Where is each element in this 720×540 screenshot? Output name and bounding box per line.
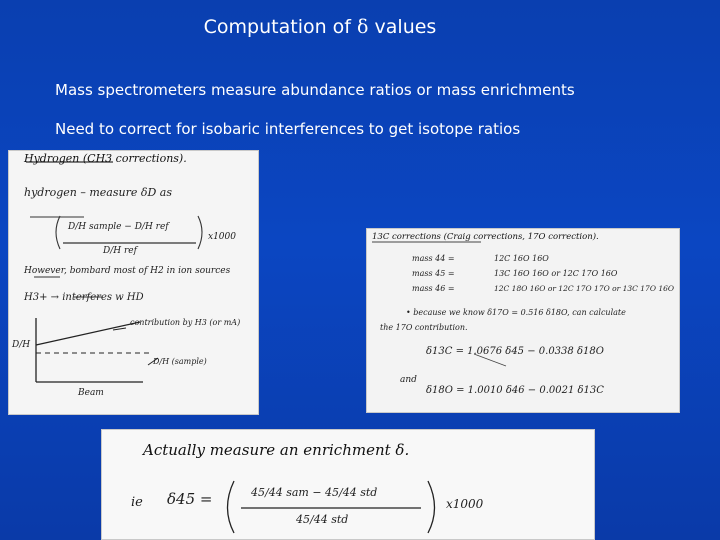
- scan-hydrogen-corrections: [8, 150, 259, 415]
- mass-44-value: 12C 16O 16O: [494, 254, 549, 263]
- hydrogen-times: x1000: [208, 232, 236, 242]
- hydrogen-however: However, bombard most of H2 in ion sources: [24, 266, 231, 276]
- bullet-mass-spectrometers: Mass spectrometers measure abundance ratios or mass enrichments: [55, 81, 575, 99]
- bullet-isobaric-interferences: Need to correct for isobaric interferences to get isotope ratios: [55, 120, 521, 138]
- hydrogen-y-axis: D/H: [12, 340, 31, 350]
- carbon-eq-18o: δ18O = 1.0010 δ46 − 0.0021 δ13C: [426, 385, 604, 396]
- mass-44-label: mass 44 =: [412, 254, 455, 263]
- hydrogen-contribution: contribution by H3 (or mA): [130, 318, 241, 327]
- enrichment-ie: ie: [131, 495, 143, 510]
- title-suffix: values: [368, 16, 437, 38]
- mass-46-label: mass 46 =: [412, 284, 455, 293]
- hydrogen-frac-ref: D/H ref: [103, 246, 137, 256]
- scan-enrichment: [101, 429, 595, 540]
- enrichment-heading: Actually measure an enrichment δ.: [143, 441, 410, 459]
- delta-symbol: δ: [357, 16, 369, 38]
- slide-title: [0, 16, 640, 38]
- hydrogen-sample-label: D/H (sample): [153, 357, 207, 366]
- hydrogen-x-axis: Beam: [78, 388, 104, 398]
- carbon-eq-13c: δ13C = 1.0676 δ45 − 0.0338 δ18O: [426, 346, 604, 357]
- hydrogen-frac-sample: D/H sample − D/H ref: [68, 222, 169, 232]
- carbon-heading: 13C corrections (Craig corrections, 17O correction).: [372, 232, 599, 242]
- hydrogen-interferes: H3+ → interferes w HD: [24, 292, 144, 303]
- scan-carbon-corrections: [366, 228, 680, 413]
- mass-45-label: mass 45 =: [412, 269, 455, 278]
- mass-46-value: 12C 18O 16O or 12C 17O 17O or 13C 17O 16O: [494, 284, 675, 293]
- title-prefix: Computation of: [203, 16, 358, 38]
- hydrogen-heading: Hydrogen (CH3 corrections).: [24, 152, 187, 165]
- mass-45-value: 13C 16O 16O or 12C 17O 16O: [494, 269, 618, 278]
- enrichment-times: x1000: [446, 497, 484, 511]
- enrichment-numerator: 45/44 sam − 45/44 std: [251, 486, 378, 499]
- carbon-note-2: the 17O contribution.: [380, 323, 468, 332]
- enrichment-denominator: 45/44 std: [296, 513, 349, 526]
- carbon-and: and: [400, 375, 417, 385]
- hydrogen-measure: hydrogen – measure δD as: [24, 186, 172, 199]
- enrichment-delta-45: δ45 =: [167, 490, 213, 508]
- carbon-note: • because we know δ17O = 0.516 δ18O, can calculate: [406, 308, 626, 317]
